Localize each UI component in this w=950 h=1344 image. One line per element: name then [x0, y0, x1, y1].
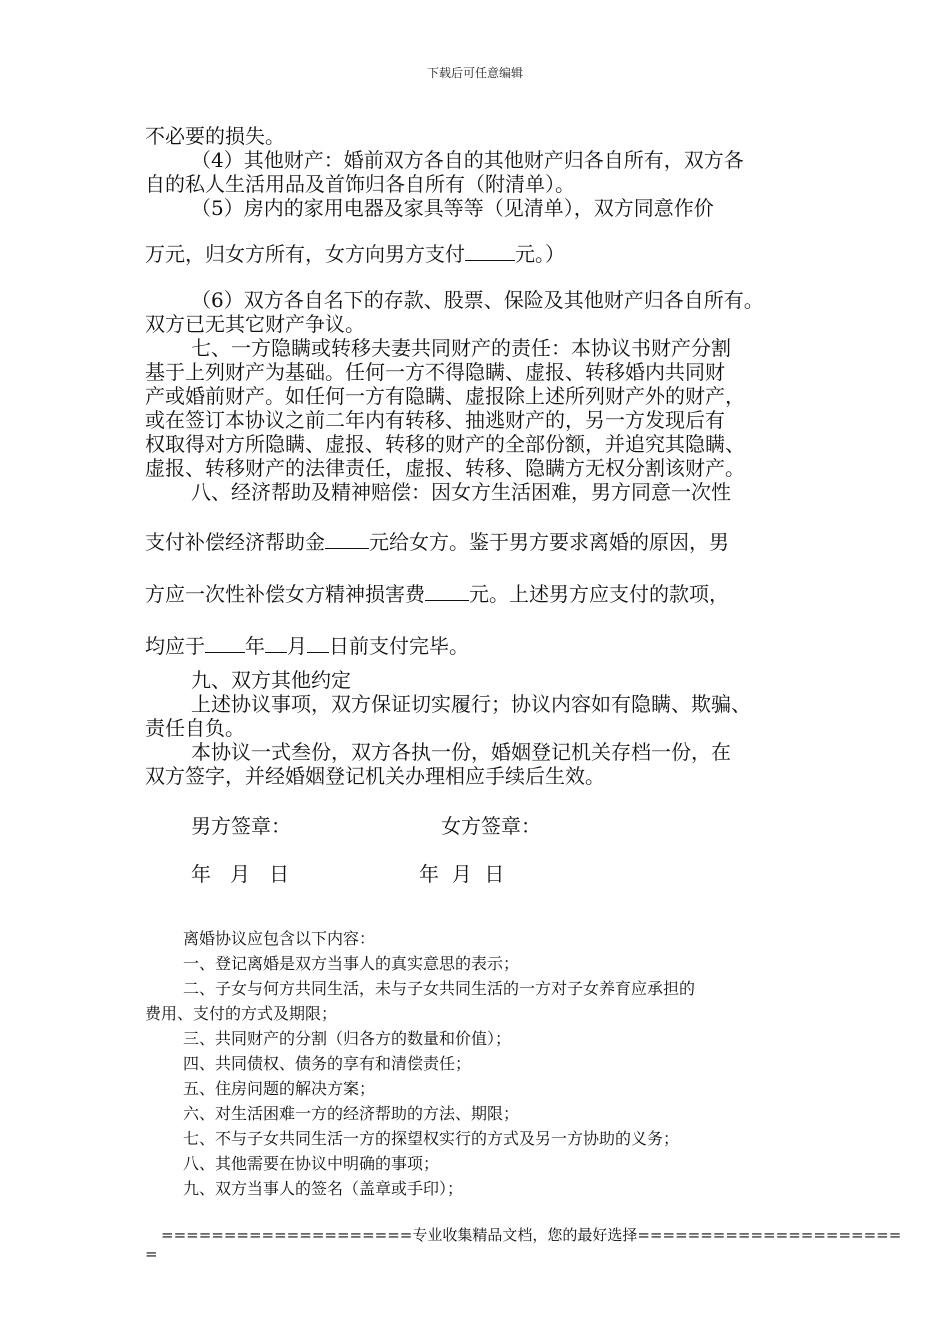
text-line: 不必要的损失。 [145, 124, 285, 148]
text-line: 产或婚前财产。如任何一方有隐瞒、虚报除上述所列财产外的财产， [145, 384, 745, 408]
notes-item: 九、双方当事人的签名（盖章或手印）； [183, 1179, 464, 1198]
text-line: 基于上列财产为基础。任何一方不得隐瞒、虚报、转移婚内共同财 [145, 360, 725, 384]
blank-year [205, 634, 245, 653]
text-line: 七、一方隐瞒或转移夫妻共同财产的责任：本协议书财产分割 [191, 336, 731, 360]
text-line: （6）双方各自名下的存款、股票、保险及其他财产归各自所有。 [191, 288, 764, 312]
notes-item: 五、住房问题的解决方案； [183, 1079, 376, 1098]
text-line: （4）其他财产：婚前双方各自的其他财产归各自所有，双方各 [191, 148, 744, 172]
text-line: 权取得对方所隐瞒、虚报、转移的财产的全部份额，并追究其隐瞒、 [145, 432, 745, 456]
notes-item: 三、共同财产的分割（归各方的数量和价值）； [183, 1029, 512, 1048]
notes-item: 八、其他需要在协议中明确的事项； [183, 1154, 440, 1173]
signature-row [145, 814, 825, 838]
text-segment: 元。） [515, 242, 565, 266]
footer-line: = [145, 1245, 158, 1263]
text-line: 八、经济帮助及精神赔偿：因女方生活困难，男方同意一次性 [191, 480, 731, 504]
text-line [145, 242, 825, 266]
footer-line: ====================专业收集精品文档，您的最好选择===================== [161, 1226, 902, 1244]
text-line: 责任自负。 [145, 716, 245, 740]
female-signature-label: 女方签章： [441, 814, 541, 838]
blank-amount [325, 530, 369, 549]
blank-amount [465, 242, 515, 261]
notes-item: 六、对生活困难一方的经济帮助的方法、期限； [183, 1104, 520, 1123]
page-header: 下载后可任意编辑 [426, 66, 523, 80]
notes-item: 费用、支付的方式及期限； [145, 1004, 338, 1023]
text-line: 本协议一式叁份，双方各执一份，婚姻登记机关存档一份，在 [191, 740, 731, 764]
text-segment: 日前支付完毕。 [329, 634, 469, 658]
text-line [145, 530, 825, 554]
text-line: 双方签字，并经婚姻登记机关办理相应手续后生效。 [145, 764, 605, 788]
text-segment: 支付补偿经济帮助金 [145, 530, 325, 554]
text-line [145, 634, 825, 658]
notes-item: 二、子女与何方共同生活，未与子女共同生活的一方对子女养育应承担的 [183, 979, 696, 998]
notes-item: 七、不与子女共同生活一方的探望权实行的方式及另一方协助的义务； [183, 1129, 680, 1148]
text-line: （5）房内的家用电器及家具等等（见清单），双方同意作价 [191, 196, 714, 220]
text-segment: 年 [245, 634, 265, 658]
text-line [145, 582, 825, 606]
text-segment: 元。上述男方应支付的款项， [469, 582, 729, 606]
notes-title: 离婚协议应包含以下内容： [183, 929, 376, 948]
text-segment: 元给女方。鉴于男方要求离婚的原因，男 [369, 530, 729, 554]
text-line: 上述协议事项，双方保证切实履行；协议内容如有隐瞒、欺骗、 [191, 692, 751, 716]
agreement-body [145, 124, 825, 886]
male-signature-date: 年 月 日 [191, 862, 290, 886]
blank-month [265, 634, 287, 653]
signature-date-row [145, 862, 825, 886]
text-line: 双方已无其它财产争议。 [145, 312, 365, 336]
text-line: 九、双方其他约定 [191, 668, 351, 692]
page-footer [145, 1226, 902, 1264]
text-segment: 方应一次性补偿女方精神损害费 [145, 582, 425, 606]
text-line: 自的私人生活用品及首饰归各自所有（附清单）。 [145, 172, 575, 196]
female-signature-date: 年 月 日 [419, 862, 505, 886]
male-signature-label: 男方签章： [191, 814, 291, 838]
text-line: 虚报、转移财产的法律责任，虚报、转移、隐瞒方无权分割该财产。 [145, 456, 745, 480]
notes-item: 一、登记离婚是双方当事人的真实意思的表示； [183, 954, 520, 973]
blank-amount [425, 582, 469, 601]
notes-item: 四、共同债权、债务的享有和清偿责任； [183, 1054, 472, 1073]
text-segment: 万元，归女方所有，女方向男方支付 [145, 242, 465, 266]
text-segment: 月 [287, 634, 307, 658]
notes-section [145, 926, 825, 1201]
text-line: 或在签订本协议之前二年内有转移、抽逃财产的，另一方发现后有 [145, 408, 725, 432]
blank-day [307, 634, 329, 653]
text-segment: 均应于 [145, 634, 205, 658]
